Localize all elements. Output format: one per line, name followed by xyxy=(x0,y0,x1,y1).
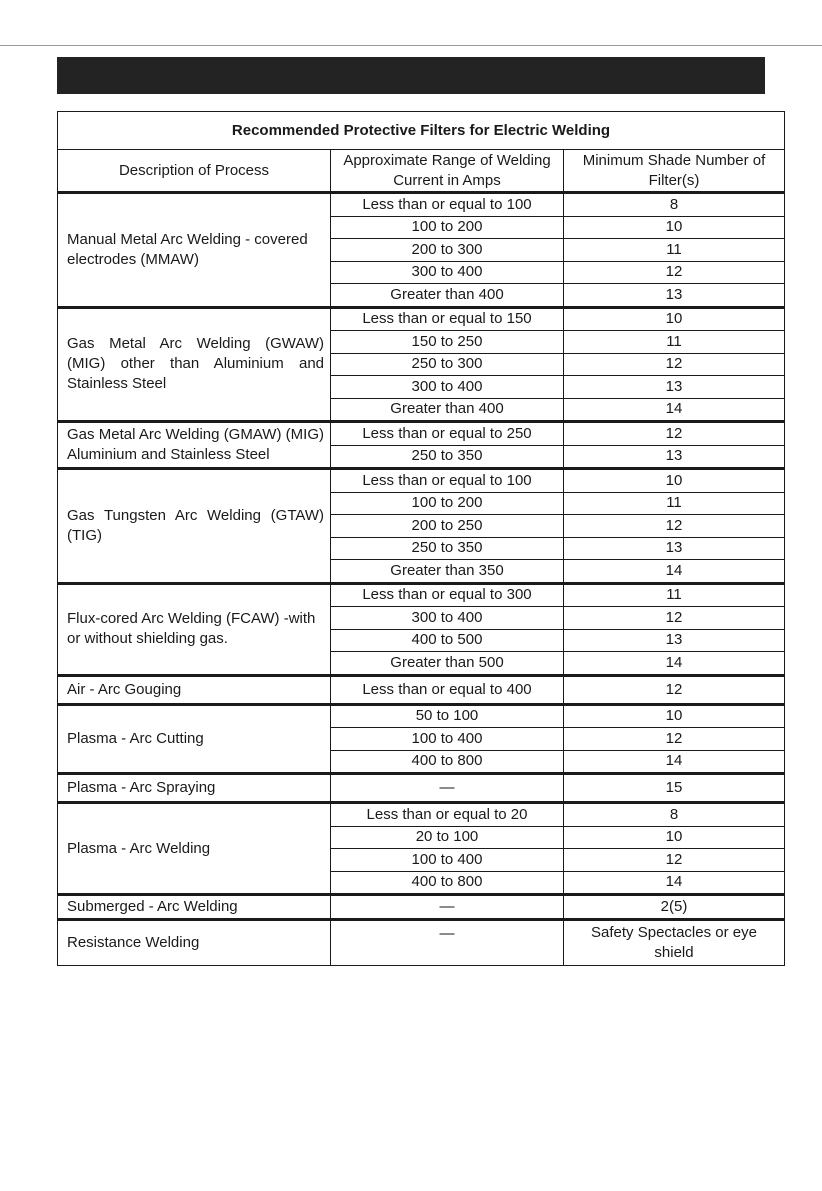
shade-number: 13 xyxy=(564,284,785,308)
shade-number: 14 xyxy=(564,871,785,895)
current-range: Less than or equal to 150 xyxy=(331,307,564,331)
table-header-row xyxy=(58,150,785,193)
shade-number: 14 xyxy=(564,750,785,774)
shade-number: 12 xyxy=(564,353,785,376)
current-range: 150 to 250 xyxy=(331,331,564,354)
process-name: Plasma - Arc Spraying xyxy=(58,774,331,803)
current-range: Less than or equal to 20 xyxy=(331,803,564,827)
process-group-gmaw xyxy=(58,422,785,469)
top-rule xyxy=(0,45,822,46)
process-name: Plasma - Arc Welding xyxy=(58,803,331,895)
current-range: 400 to 800 xyxy=(331,750,564,774)
process-name: Plasma - Arc Cutting xyxy=(58,704,331,774)
shade-number: 12 xyxy=(564,422,785,446)
shade-number: 12 xyxy=(564,675,785,704)
table-title-row xyxy=(58,112,785,150)
process-group-plasma-arc-welding xyxy=(58,803,785,895)
header-process: Description of Process xyxy=(58,150,331,193)
current-range: 100 to 200 xyxy=(331,492,564,515)
shade-number: 8 xyxy=(564,803,785,827)
process-name: Submerged - Arc Welding xyxy=(58,895,331,920)
current-range: 100 to 400 xyxy=(331,849,564,872)
current-range: Greater than 400 xyxy=(331,398,564,422)
current-range: 400 to 800 xyxy=(331,871,564,895)
current-range: 100 to 400 xyxy=(331,728,564,751)
current-range: 400 to 500 xyxy=(331,629,564,652)
process-group-gwaw xyxy=(58,307,785,422)
table-row xyxy=(58,774,785,803)
process-group-air-arc-gouging xyxy=(58,675,785,704)
header-bar xyxy=(57,57,765,94)
current-range: 200 to 250 xyxy=(331,515,564,538)
shade-number: Safety Spectacles or eye shield xyxy=(564,919,785,965)
process-group-plasma-arc-cutting xyxy=(58,704,785,774)
shade-number: 15 xyxy=(564,774,785,803)
process-name: Resistance Welding xyxy=(58,919,331,965)
process-name: Gas Metal Arc Welding (GMAW) (MIG) Aluminium and Stainless Steel xyxy=(58,422,331,469)
process-name: Gas Tungsten Arc Welding (GTAW) (TIG) xyxy=(58,469,331,584)
current-range: 250 to 350 xyxy=(331,537,564,560)
table-title: Recommended Protective Filters for Electric Welding xyxy=(58,112,785,150)
current-range: 50 to 100 xyxy=(331,704,564,728)
table-row xyxy=(58,704,785,728)
current-range: 200 to 300 xyxy=(331,239,564,262)
shade-number: 10 xyxy=(564,469,785,493)
shade-number: 12 xyxy=(564,261,785,284)
table-row xyxy=(58,583,785,607)
table-row xyxy=(58,803,785,827)
shade-number: 10 xyxy=(564,704,785,728)
shade-number: 10 xyxy=(564,216,785,239)
shade-number: 13 xyxy=(564,445,785,469)
protective-filters-table xyxy=(57,111,785,966)
table-row xyxy=(58,307,785,331)
current-range: Less than or equal to 100 xyxy=(331,469,564,493)
current-range: 100 to 200 xyxy=(331,216,564,239)
table-row xyxy=(58,895,785,920)
shade-number: 13 xyxy=(564,629,785,652)
table-row xyxy=(58,675,785,704)
shade-number: 13 xyxy=(564,376,785,399)
process-group-fcaw xyxy=(58,583,785,675)
current-range: 300 to 400 xyxy=(331,261,564,284)
process-name: Gas Metal Arc Welding (GWAW) (MIG) other than Aluminium and Stainless Steel xyxy=(58,307,331,422)
current-range: Greater than 350 xyxy=(331,560,564,584)
table-row xyxy=(58,422,785,446)
current-range: Less than or equal to 300 xyxy=(331,583,564,607)
process-name: Air - Arc Gouging xyxy=(58,675,331,704)
shade-number: 14 xyxy=(564,560,785,584)
current-range: — xyxy=(331,919,564,965)
current-range: Greater than 500 xyxy=(331,652,564,676)
table-row xyxy=(58,193,785,217)
shade-number: 10 xyxy=(564,307,785,331)
current-range: — xyxy=(331,895,564,920)
process-group-mmaw xyxy=(58,193,785,308)
shade-number: 2(5) xyxy=(564,895,785,920)
process-name: Flux-cored Arc Welding (FCAW) -with or without shielding gas. xyxy=(58,583,331,675)
current-range: 250 to 300 xyxy=(331,353,564,376)
current-range: Less than or equal to 400 xyxy=(331,675,564,704)
process-name: Manual Metal Arc Welding - covered electrodes (MMAW) xyxy=(58,193,331,308)
current-range: — xyxy=(331,774,564,803)
shade-number: 14 xyxy=(564,652,785,676)
current-range: Less than or equal to 100 xyxy=(331,193,564,217)
current-range: Greater than 400 xyxy=(331,284,564,308)
shade-number: 11 xyxy=(564,492,785,515)
shade-number: 11 xyxy=(564,239,785,262)
process-group-gtaw xyxy=(58,469,785,584)
process-group-plasma-arc-spraying xyxy=(58,774,785,803)
current-range: 20 to 100 xyxy=(331,826,564,849)
shade-number: 12 xyxy=(564,607,785,630)
process-group-resistance-welding xyxy=(58,919,785,965)
shade-number: 10 xyxy=(564,826,785,849)
shade-number: 13 xyxy=(564,537,785,560)
current-range: 250 to 350 xyxy=(331,445,564,469)
shade-number: 11 xyxy=(564,583,785,607)
shade-number: 8 xyxy=(564,193,785,217)
current-range: 300 to 400 xyxy=(331,607,564,630)
current-range: Less than or equal to 250 xyxy=(331,422,564,446)
shade-number: 12 xyxy=(564,515,785,538)
current-range: 300 to 400 xyxy=(331,376,564,399)
process-group-submerged-arc-welding xyxy=(58,895,785,920)
shade-number: 12 xyxy=(564,728,785,751)
shade-number: 11 xyxy=(564,331,785,354)
table-row xyxy=(58,919,785,965)
header-shade: Minimum Shade Number of Filter(s) xyxy=(564,150,785,193)
header-current: Approximate Range of Welding Current in Amps xyxy=(331,150,564,193)
table-row xyxy=(58,469,785,493)
shade-number: 12 xyxy=(564,849,785,872)
shade-number: 14 xyxy=(564,398,785,422)
